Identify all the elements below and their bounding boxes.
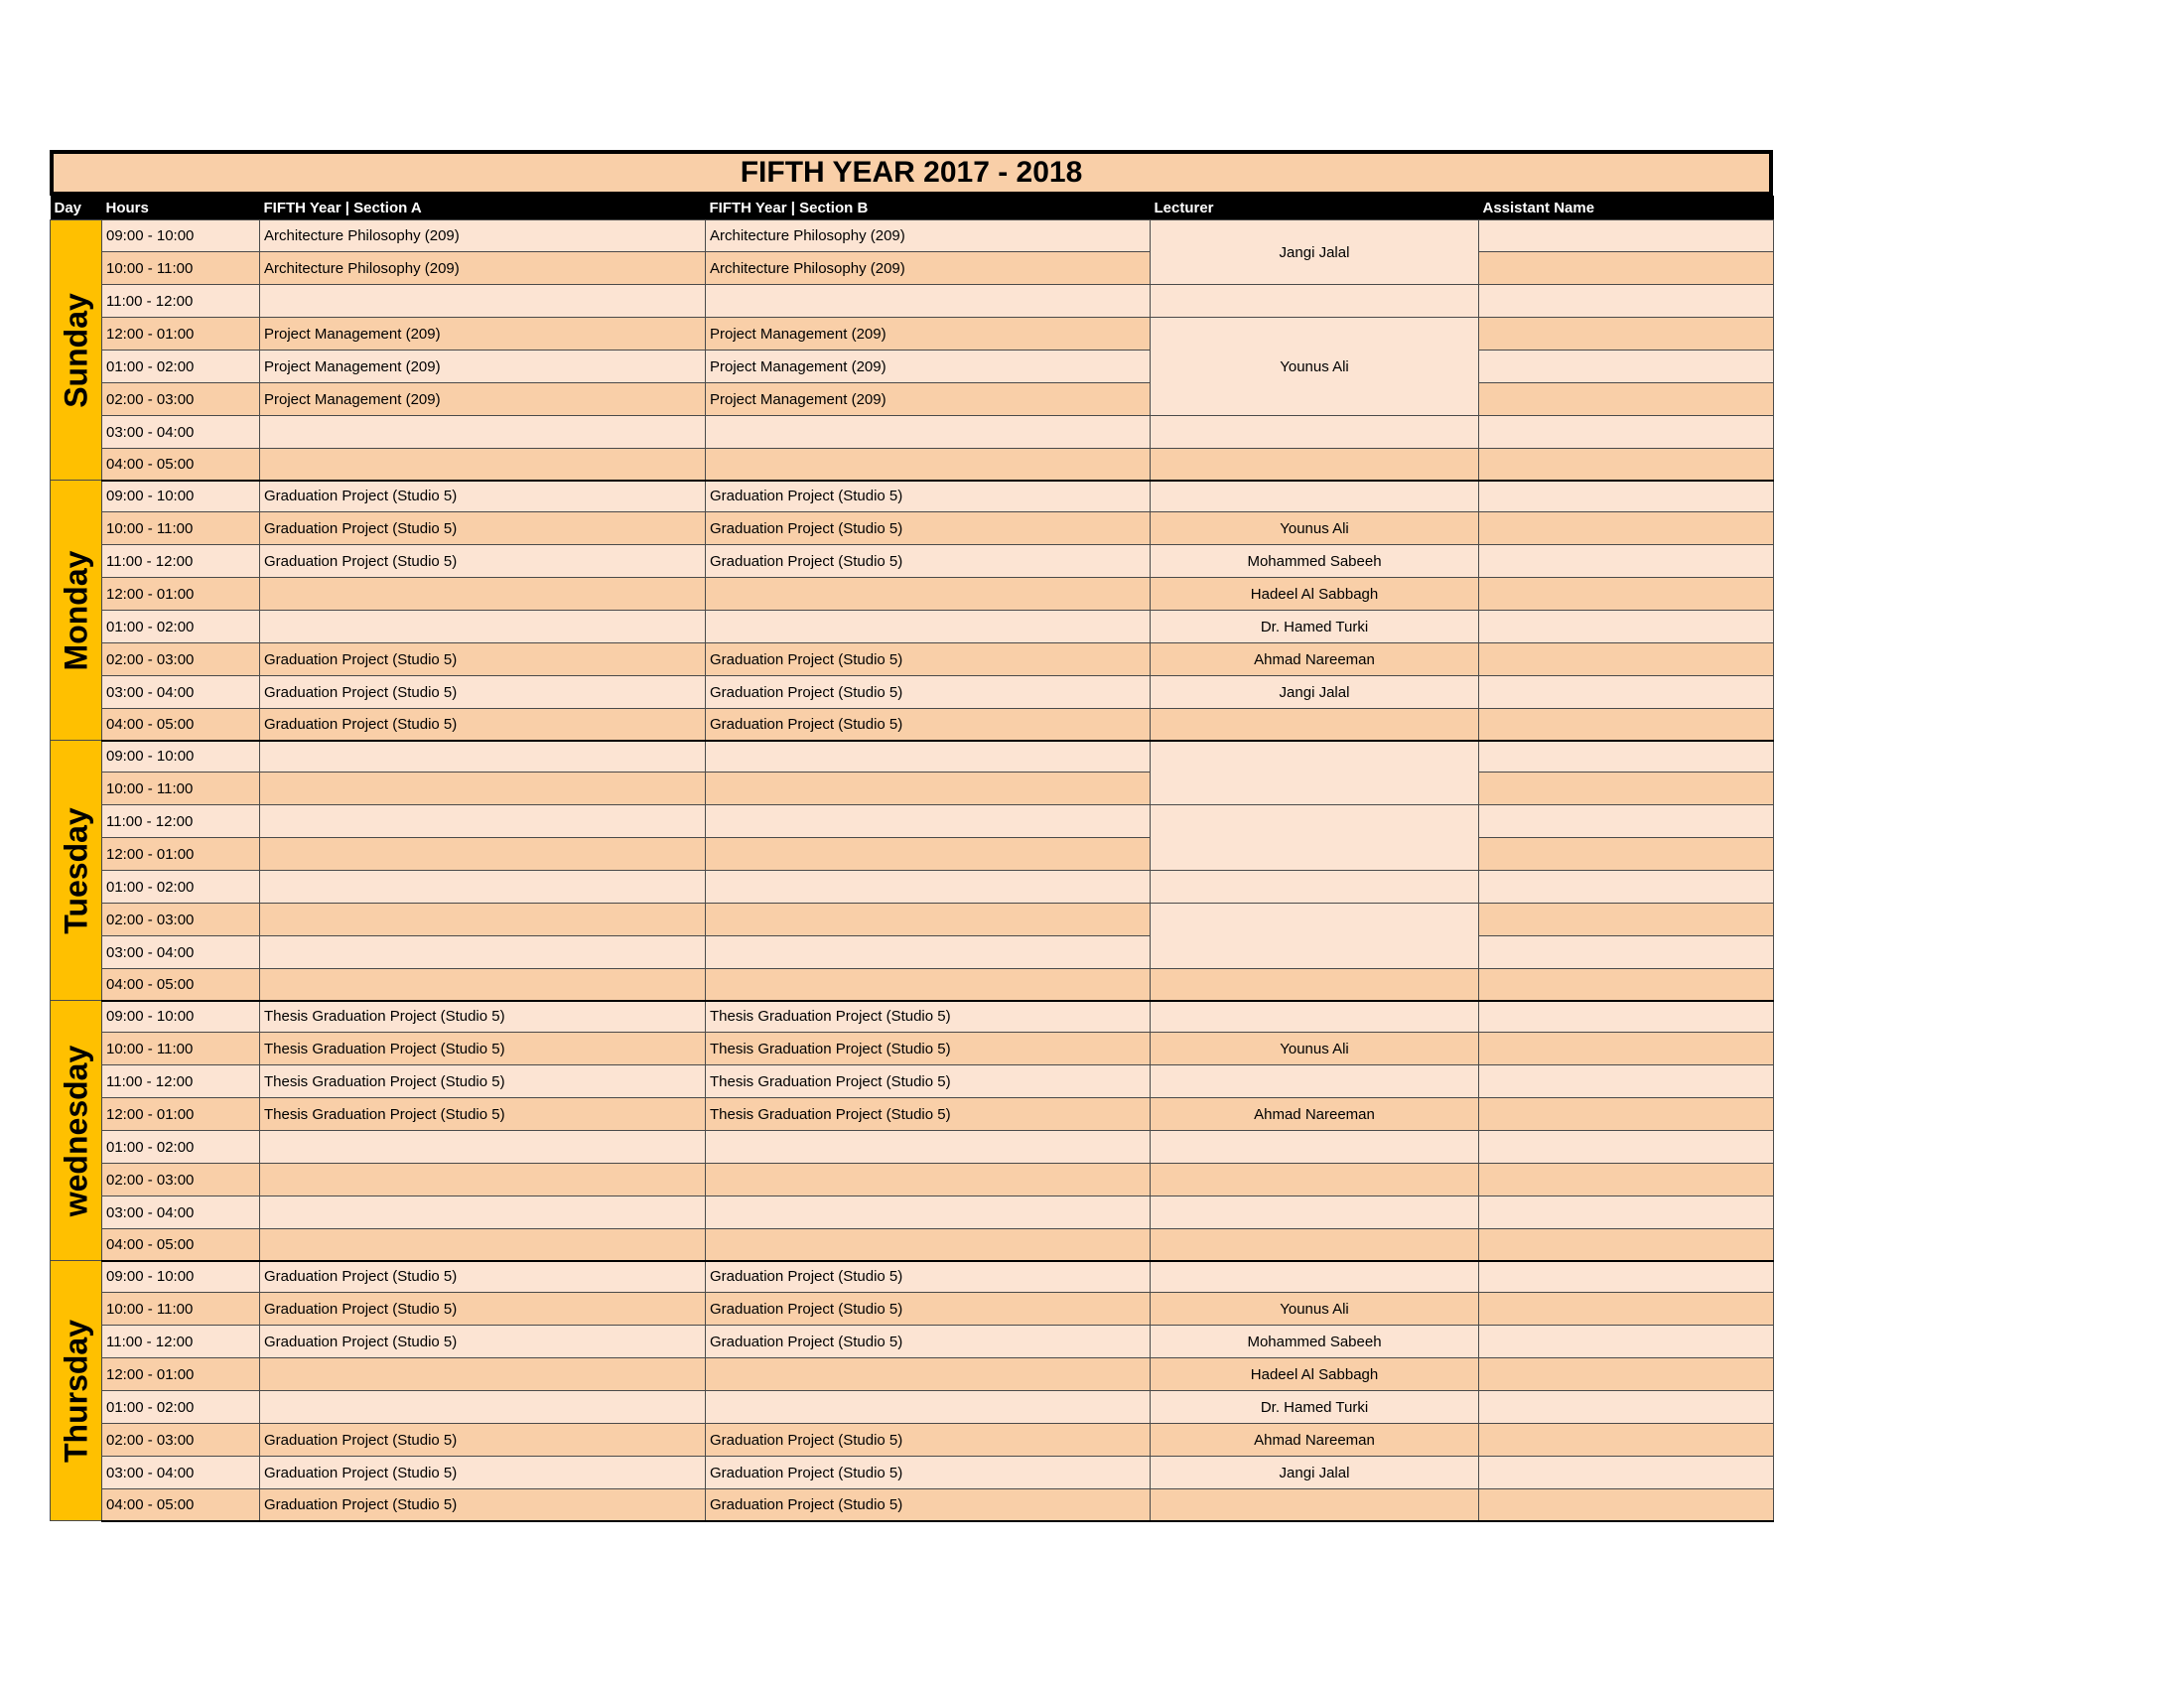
table-row — [51, 1065, 1774, 1098]
table-row — [51, 220, 1774, 252]
assistant-cell[interactable] — [1479, 611, 1774, 643]
hours-cell: 11:00 - 12:00 — [102, 805, 260, 838]
assistant-cell[interactable] — [1479, 969, 1774, 1001]
day-label-cell — [51, 741, 102, 1001]
table-row — [51, 643, 1774, 676]
section-b-cell[interactable] — [706, 1196, 1151, 1229]
section-a-cell[interactable] — [260, 416, 706, 449]
section-a-cell[interactable]: Project Management (209) — [260, 383, 706, 416]
section-b-cell[interactable]: Graduation Project (Studio 5) — [706, 481, 1151, 512]
table-row — [51, 709, 1774, 741]
header-hours: Hours — [102, 196, 260, 220]
assistant-cell[interactable] — [1479, 643, 1774, 676]
section-b-cell[interactable]: Graduation Project (Studio 5) — [706, 512, 1151, 545]
section-b-cell[interactable] — [706, 1131, 1151, 1164]
table-row — [51, 481, 1774, 512]
hours-cell: 01:00 - 02:00 — [102, 1131, 260, 1164]
table-row — [51, 969, 1774, 1001]
hours-cell: 09:00 - 10:00 — [102, 220, 260, 252]
section-b-cell[interactable]: Thesis Graduation Project (Studio 5) — [706, 1033, 1151, 1065]
lecturer-cell[interactable]: Jangi Jalal — [1151, 220, 1479, 285]
hours-cell: 04:00 - 05:00 — [102, 1489, 260, 1521]
section-b-cell[interactable]: Graduation Project (Studio 5) — [706, 1326, 1151, 1358]
assistant-cell[interactable] — [1479, 1391, 1774, 1424]
table-row — [51, 285, 1774, 318]
lecturer-cell[interactable] — [1151, 1489, 1479, 1521]
header-section-b: FIFTH Year | Section B — [706, 196, 1151, 220]
assistant-cell[interactable] — [1479, 1326, 1774, 1358]
table-row — [51, 383, 1774, 416]
assistant-cell[interactable] — [1479, 773, 1774, 805]
assistant-cell[interactable] — [1479, 1033, 1774, 1065]
section-b-cell[interactable] — [706, 1229, 1151, 1261]
hours-cell: 12:00 - 01:00 — [102, 838, 260, 871]
assistant-cell[interactable] — [1479, 936, 1774, 969]
table-row — [51, 1293, 1774, 1326]
section-a-cell[interactable]: Graduation Project (Studio 5) — [260, 643, 706, 676]
hours-cell: 12:00 - 01:00 — [102, 1358, 260, 1391]
section-b-cell[interactable] — [706, 805, 1151, 838]
hours-cell: 11:00 - 12:00 — [102, 1065, 260, 1098]
section-b-cell[interactable] — [706, 838, 1151, 871]
section-a-cell[interactable] — [260, 773, 706, 805]
section-a-cell[interactable]: Graduation Project (Studio 5) — [260, 676, 706, 709]
table-row — [51, 1229, 1774, 1261]
assistant-cell[interactable] — [1479, 1457, 1774, 1489]
hours-cell: 02:00 - 03:00 — [102, 643, 260, 676]
assistant-cell[interactable] — [1479, 904, 1774, 936]
day-name: Monday — [58, 550, 93, 670]
assistant-cell[interactable] — [1479, 1424, 1774, 1457]
day-name: Sunday — [58, 292, 93, 408]
lecturer-cell[interactable]: Younus Ali — [1151, 1293, 1479, 1326]
section-a-cell[interactable] — [260, 611, 706, 643]
section-a-cell[interactable]: Graduation Project (Studio 5) — [260, 1326, 706, 1358]
day-name: Thursday — [58, 1319, 93, 1463]
assistant-cell[interactable] — [1479, 1065, 1774, 1098]
table-row — [51, 1033, 1774, 1065]
hours-cell: 03:00 - 04:00 — [102, 676, 260, 709]
assistant-cell[interactable] — [1479, 578, 1774, 611]
hours-cell: 04:00 - 05:00 — [102, 1229, 260, 1261]
section-a-cell[interactable] — [260, 741, 706, 773]
section-a-cell[interactable] — [260, 1391, 706, 1424]
table-row — [51, 1391, 1774, 1424]
lecturer-cell[interactable] — [1151, 1196, 1479, 1229]
section-b-cell[interactable] — [706, 871, 1151, 904]
lecturer-cell[interactable]: Jangi Jalal — [1151, 676, 1479, 709]
section-b-cell[interactable]: Architecture Philosophy (209) — [706, 252, 1151, 285]
hours-cell: 11:00 - 12:00 — [102, 285, 260, 318]
lecturer-cell[interactable] — [1151, 1261, 1479, 1293]
section-a-cell[interactable]: Graduation Project (Studio 5) — [260, 1293, 706, 1326]
hours-cell: 10:00 - 11:00 — [102, 1033, 260, 1065]
header-assistant: Assistant Name — [1479, 196, 1774, 220]
lecturer-cell[interactable]: Younus Ali — [1151, 512, 1479, 545]
hours-cell: 12:00 - 01:00 — [102, 578, 260, 611]
day-label-cell — [51, 1261, 102, 1521]
section-a-cell[interactable]: Graduation Project (Studio 5) — [260, 1489, 706, 1521]
assistant-cell[interactable] — [1479, 1229, 1774, 1261]
section-a-cell[interactable] — [260, 838, 706, 871]
hours-cell: 12:00 - 01:00 — [102, 1098, 260, 1131]
section-a-cell[interactable] — [260, 1229, 706, 1261]
section-a-cell[interactable] — [260, 1196, 706, 1229]
assistant-cell[interactable] — [1479, 383, 1774, 416]
table-row — [51, 449, 1774, 481]
lecturer-cell[interactable] — [1151, 1131, 1479, 1164]
lecturer-cell[interactable] — [1151, 741, 1479, 805]
assistant-cell[interactable] — [1479, 481, 1774, 512]
header-day: Day — [51, 196, 102, 220]
day-name: Tuesday — [58, 806, 93, 934]
section-b-cell[interactable] — [706, 773, 1151, 805]
table-row — [51, 318, 1774, 351]
timetable-body — [51, 220, 1774, 1521]
section-b-cell[interactable] — [706, 578, 1151, 611]
table-row — [51, 904, 1774, 936]
table-row — [51, 351, 1774, 383]
lecturer-cell[interactable] — [1151, 709, 1479, 741]
hours-cell: 04:00 - 05:00 — [102, 709, 260, 741]
day-label-cell — [51, 1001, 102, 1261]
hours-cell: 09:00 - 10:00 — [102, 741, 260, 773]
assistant-cell[interactable] — [1479, 676, 1774, 709]
assistant-cell[interactable] — [1479, 1164, 1774, 1196]
section-b-cell[interactable]: Graduation Project (Studio 5) — [706, 1293, 1151, 1326]
assistant-cell[interactable] — [1479, 545, 1774, 578]
timetable-sheet — [50, 150, 1773, 1522]
section-a-cell[interactable]: Graduation Project (Studio 5) — [260, 512, 706, 545]
section-a-cell[interactable]: Graduation Project (Studio 5) — [260, 709, 706, 741]
hours-cell: 02:00 - 03:00 — [102, 1424, 260, 1457]
section-b-cell[interactable] — [706, 1391, 1151, 1424]
lecturer-cell[interactable]: Mohammed Sabeeh — [1151, 545, 1479, 578]
hours-cell: 03:00 - 04:00 — [102, 416, 260, 449]
assistant-cell[interactable] — [1479, 285, 1774, 318]
table-row — [51, 1196, 1774, 1229]
header-section-a: FIFTH Year | Section A — [260, 196, 706, 220]
lecturer-cell[interactable]: Hadeel Al Sabbagh — [1151, 1358, 1479, 1391]
table-row — [51, 512, 1774, 545]
section-a-cell[interactable]: Project Management (209) — [260, 318, 706, 351]
lecturer-cell[interactable] — [1151, 805, 1479, 871]
hours-cell: 01:00 - 02:00 — [102, 351, 260, 383]
section-b-cell[interactable]: Graduation Project (Studio 5) — [706, 1424, 1151, 1457]
section-a-cell[interactable]: Thesis Graduation Project (Studio 5) — [260, 1065, 706, 1098]
section-b-cell[interactable]: Project Management (209) — [706, 318, 1151, 351]
table-row — [51, 1001, 1774, 1033]
hours-cell: 04:00 - 05:00 — [102, 449, 260, 481]
assistant-cell[interactable] — [1479, 416, 1774, 449]
table-row — [51, 805, 1774, 838]
section-b-cell[interactable]: Graduation Project (Studio 5) — [706, 1489, 1151, 1521]
section-a-cell[interactable]: Thesis Graduation Project (Studio 5) — [260, 1033, 706, 1065]
assistant-cell[interactable] — [1479, 1131, 1774, 1164]
section-a-cell[interactable] — [260, 578, 706, 611]
hours-cell: 03:00 - 04:00 — [102, 936, 260, 969]
section-a-cell[interactable] — [260, 449, 706, 481]
timetable-grid — [50, 196, 1774, 1522]
table-row — [51, 578, 1774, 611]
lecturer-cell[interactable] — [1151, 969, 1479, 1001]
table-row — [51, 773, 1774, 805]
hours-cell: 09:00 - 10:00 — [102, 481, 260, 512]
section-b-cell[interactable] — [706, 285, 1151, 318]
hours-cell: 02:00 - 03:00 — [102, 1164, 260, 1196]
day-name: wednesday — [58, 1045, 93, 1216]
section-b-cell[interactable]: Graduation Project (Studio 5) — [706, 643, 1151, 676]
lecturer-cell[interactable] — [1151, 1001, 1479, 1033]
table-row — [51, 1098, 1774, 1131]
section-b-cell[interactable]: Project Management (209) — [706, 351, 1151, 383]
table-row — [51, 1489, 1774, 1521]
section-b-cell[interactable]: Graduation Project (Studio 5) — [706, 676, 1151, 709]
hours-cell: 10:00 - 11:00 — [102, 512, 260, 545]
day-label-cell — [51, 481, 102, 741]
table-row — [51, 676, 1774, 709]
lecturer-cell[interactable] — [1151, 416, 1479, 449]
lecturer-cell[interactable]: Younus Ali — [1151, 1033, 1479, 1065]
assistant-cell[interactable] — [1479, 805, 1774, 838]
hours-cell: 11:00 - 12:00 — [102, 545, 260, 578]
section-b-cell[interactable] — [706, 449, 1151, 481]
table-row — [51, 1164, 1774, 1196]
hours-cell: 02:00 - 03:00 — [102, 904, 260, 936]
lecturer-cell[interactable]: Mohammed Sabeeh — [1151, 1326, 1479, 1358]
section-a-cell[interactable] — [260, 1358, 706, 1391]
section-a-cell[interactable]: Thesis Graduation Project (Studio 5) — [260, 1098, 706, 1131]
hours-cell: 11:00 - 12:00 — [102, 1326, 260, 1358]
table-row — [51, 1457, 1774, 1489]
assistant-cell[interactable] — [1479, 449, 1774, 481]
assistant-cell[interactable] — [1479, 1293, 1774, 1326]
table-row — [51, 545, 1774, 578]
section-a-cell[interactable] — [260, 969, 706, 1001]
section-a-cell[interactable] — [260, 805, 706, 838]
assistant-cell[interactable] — [1479, 1358, 1774, 1391]
section-b-cell[interactable]: Graduation Project (Studio 5) — [706, 1261, 1151, 1293]
section-b-cell[interactable]: Graduation Project (Studio 5) — [706, 1457, 1151, 1489]
section-b-cell[interactable] — [706, 904, 1151, 936]
lecturer-cell[interactable] — [1151, 285, 1479, 318]
hours-cell: 09:00 - 10:00 — [102, 1261, 260, 1293]
hours-cell: 10:00 - 11:00 — [102, 773, 260, 805]
table-row — [51, 936, 1774, 969]
section-b-cell[interactable]: Thesis Graduation Project (Studio 5) — [706, 1065, 1151, 1098]
assistant-cell[interactable] — [1479, 1196, 1774, 1229]
section-a-cell[interactable]: Project Management (209) — [260, 351, 706, 383]
hours-cell: 10:00 - 11:00 — [102, 1293, 260, 1326]
lecturer-cell[interactable] — [1151, 1229, 1479, 1261]
hours-cell: 12:00 - 01:00 — [102, 318, 260, 351]
table-row — [51, 1131, 1774, 1164]
table-row — [51, 611, 1774, 643]
hours-cell: 09:00 - 10:00 — [102, 1001, 260, 1033]
table-row — [51, 1261, 1774, 1293]
timetable-title: FIFTH YEAR 2017 - 2018 — [50, 150, 1773, 196]
lecturer-cell[interactable] — [1151, 1164, 1479, 1196]
lecturer-cell[interactable] — [1151, 449, 1479, 481]
assistant-cell[interactable] — [1479, 1489, 1774, 1521]
table-row — [51, 416, 1774, 449]
lecturer-cell[interactable] — [1151, 904, 1479, 969]
lecturer-cell[interactable]: Dr. Hamed Turki — [1151, 611, 1479, 643]
section-a-cell[interactable] — [260, 904, 706, 936]
section-b-cell[interactable] — [706, 741, 1151, 773]
section-a-cell[interactable]: Graduation Project (Studio 5) — [260, 1261, 706, 1293]
header-row — [51, 196, 1774, 220]
assistant-cell[interactable] — [1479, 741, 1774, 773]
table-row — [51, 1358, 1774, 1391]
section-b-cell[interactable]: Project Management (209) — [706, 383, 1151, 416]
hours-cell: 01:00 - 02:00 — [102, 871, 260, 904]
section-b-cell[interactable] — [706, 416, 1151, 449]
assistant-cell[interactable] — [1479, 512, 1774, 545]
section-a-cell[interactable]: Architecture Philosophy (209) — [260, 252, 706, 285]
day-label-cell — [51, 220, 102, 481]
hours-cell: 02:00 - 03:00 — [102, 383, 260, 416]
table-row — [51, 252, 1774, 285]
hours-cell: 01:00 - 02:00 — [102, 1391, 260, 1424]
section-a-cell[interactable] — [260, 1131, 706, 1164]
hours-cell: 01:00 - 02:00 — [102, 611, 260, 643]
lecturer-cell[interactable]: Dr. Hamed Turki — [1151, 1391, 1479, 1424]
lecturer-cell[interactable]: Hadeel Al Sabbagh — [1151, 578, 1479, 611]
lecturer-cell[interactable]: Jangi Jalal — [1151, 1457, 1479, 1489]
assistant-cell[interactable] — [1479, 838, 1774, 871]
hours-cell: 10:00 - 11:00 — [102, 252, 260, 285]
section-a-cell[interactable] — [260, 936, 706, 969]
hours-cell: 03:00 - 04:00 — [102, 1457, 260, 1489]
section-b-cell[interactable] — [706, 969, 1151, 1001]
lecturer-cell[interactable] — [1151, 871, 1479, 904]
assistant-cell[interactable] — [1479, 220, 1774, 252]
lecturer-cell[interactable]: Ahmad Nareeman — [1151, 1424, 1479, 1457]
table-row — [51, 741, 1774, 773]
section-a-cell[interactable] — [260, 285, 706, 318]
table-row — [51, 838, 1774, 871]
section-a-cell[interactable]: Thesis Graduation Project (Studio 5) — [260, 1001, 706, 1033]
table-row — [51, 871, 1774, 904]
assistant-cell[interactable] — [1479, 351, 1774, 383]
section-b-cell[interactable] — [706, 936, 1151, 969]
section-b-cell[interactable]: Architecture Philosophy (209) — [706, 220, 1151, 252]
section-b-cell[interactable]: Graduation Project (Studio 5) — [706, 545, 1151, 578]
section-a-cell[interactable]: Graduation Project (Studio 5) — [260, 1424, 706, 1457]
lecturer-cell[interactable] — [1151, 1065, 1479, 1098]
section-b-cell[interactable]: Graduation Project (Studio 5) — [706, 709, 1151, 741]
hours-cell: 04:00 - 05:00 — [102, 969, 260, 1001]
lecturer-cell[interactable] — [1151, 481, 1479, 512]
assistant-cell[interactable] — [1479, 252, 1774, 285]
assistant-cell[interactable] — [1479, 1261, 1774, 1293]
section-a-cell[interactable]: Graduation Project (Studio 5) — [260, 545, 706, 578]
section-a-cell[interactable]: Graduation Project (Studio 5) — [260, 1457, 706, 1489]
lecturer-cell[interactable]: Ahmad Nareeman — [1151, 643, 1479, 676]
section-b-cell[interactable]: Thesis Graduation Project (Studio 5) — [706, 1001, 1151, 1033]
table-row — [51, 1326, 1774, 1358]
assistant-cell[interactable] — [1479, 871, 1774, 904]
section-b-cell[interactable] — [706, 1358, 1151, 1391]
hours-cell: 03:00 - 04:00 — [102, 1196, 260, 1229]
section-b-cell[interactable] — [706, 1164, 1151, 1196]
section-a-cell[interactable]: Graduation Project (Studio 5) — [260, 481, 706, 512]
section-a-cell[interactable] — [260, 871, 706, 904]
section-b-cell[interactable] — [706, 611, 1151, 643]
lecturer-cell[interactable]: Younus Ali — [1151, 318, 1479, 416]
section-a-cell[interactable] — [260, 1164, 706, 1196]
section-b-cell[interactable]: Thesis Graduation Project (Studio 5) — [706, 1098, 1151, 1131]
assistant-cell[interactable] — [1479, 318, 1774, 351]
section-a-cell[interactable]: Architecture Philosophy (209) — [260, 220, 706, 252]
table-row — [51, 1424, 1774, 1457]
assistant-cell[interactable] — [1479, 709, 1774, 741]
lecturer-cell[interactable]: Ahmad Nareeman — [1151, 1098, 1479, 1131]
assistant-cell[interactable] — [1479, 1001, 1774, 1033]
assistant-cell[interactable] — [1479, 1098, 1774, 1131]
header-lecturer: Lecturer — [1151, 196, 1479, 220]
